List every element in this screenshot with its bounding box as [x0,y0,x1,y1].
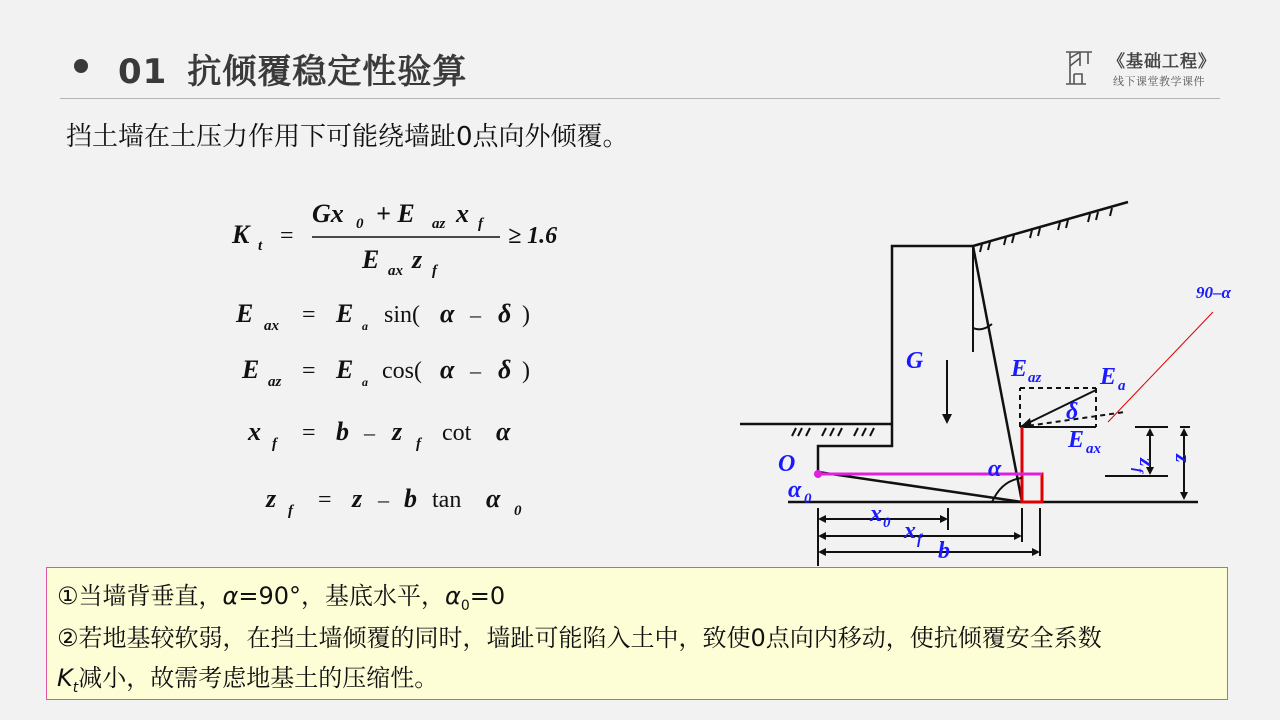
svg-text:): ) [522,302,530,328]
svg-text:b: b [336,417,349,446]
svg-text:a: a [362,375,368,389]
svg-text:z: z [352,484,363,513]
svg-text:–: – [470,358,481,383]
kt-rhs: ≥ 1.6 [508,223,558,249]
svg-text:δ: δ [498,299,512,328]
note3-t: t [72,679,79,696]
label-alpha0: α [788,477,802,503]
svg-text:α: α [440,299,455,328]
note-box [46,567,1228,700]
svg-text:E: E [236,299,254,328]
xf-func: cot [442,420,472,446]
svg-text:=: = [302,420,316,446]
svg-text:az: az [268,374,282,390]
svg-text:E: E [242,355,260,384]
label-delta: δ [1066,399,1079,425]
page-title [118,44,467,93]
svg-text:f: f [288,503,293,519]
svg-text:=: = [302,302,316,328]
kt-num-sub3: f [478,216,483,232]
note1-alpha: α [222,582,239,610]
label-o: O [778,451,796,477]
label-zf: z [1135,458,1160,467]
intro-text: 挡土墙在土压力作用下可能绕墙趾0点向外倾覆。 [66,122,629,152]
formula-block [200,180,620,540]
svg-text:–: – [364,420,375,445]
zf-func: tan [432,487,462,513]
svg-text:): ) [522,358,530,384]
formula-xf [247,417,511,452]
label-zf-sub: f [1130,468,1145,473]
label-eax: E [1068,427,1085,453]
retaining-wall-diagram [730,190,1260,570]
kt-den-sub2: f [432,263,437,279]
backfill-slope [973,202,1128,246]
label-90-alpha: 90–α [1196,283,1231,302]
svg-text:=: = [318,487,332,513]
kt-numerator-e: + E [376,199,415,228]
kt-num-sub2: az [432,216,446,232]
section-number: 01 [118,52,168,92]
label-eaz-sub: az [1028,370,1042,386]
svg-text:α: α [496,417,511,446]
svg-text:E: E [336,355,354,384]
note1-part-b: =90°，基底水平， [238,582,445,610]
wall-toe [818,424,892,472]
label-alpha: α [988,456,1002,482]
label-eaz: E [1011,356,1028,382]
label-x0-sub: 0 [883,515,891,531]
svg-text:f: f [416,436,421,452]
eax-func: sin( [384,302,420,328]
note1-part-c: =0 [469,582,506,610]
kt-denominator-z: z [412,245,423,274]
note3-rest: 减小，故需考虑地基土的压缩性。 [78,664,439,692]
svg-text:–: – [470,302,481,327]
svg-text:b: b [404,484,417,513]
title-bullet-icon [74,59,88,73]
label-alpha0-sub: 0 [804,491,812,507]
note-line-1 [57,576,505,614]
formula-zf [265,484,522,519]
title-divider [60,98,1220,99]
formula-eax [235,299,530,334]
kt-subscript: t [258,238,263,254]
svg-text:f: f [272,436,277,452]
note-line-2: ②若地基较软弱，在挡土墙倾覆的同时，墙趾可能陷入土中，致使0点向内移动，使抗倾覆安全系数 [57,624,1102,652]
kt-num-sub: 0 [356,216,364,232]
note-line-3 [57,658,438,696]
note3-k: K [57,664,73,692]
svg-text:x: x [248,417,261,446]
svg-text:=: = [280,223,294,249]
svg-text:z: z [392,417,403,446]
label-ea-sub: a [1118,378,1126,394]
soil-hatch [792,208,1112,436]
kt-numerator-g: Gx [312,199,344,228]
label-z: z [1171,454,1196,463]
svg-text:0: 0 [514,503,522,519]
note1-alpha0: α [445,582,461,610]
wall-front [892,246,973,424]
note1-sub0: 0 [460,597,470,614]
formula-kt [231,199,557,279]
kt-symbol: K [232,220,250,249]
svg-text:–: – [378,487,389,512]
svg-text:E: E [336,299,354,328]
note1-part-a: ①当墙背垂直， [57,582,223,610]
label-xf: x [904,518,916,544]
svg-text:ax: ax [264,318,279,334]
kt-den-sub: ax [388,263,403,279]
label-b: b [938,538,950,564]
eaz-func: cos( [382,358,422,384]
label-eax-sub: ax [1086,441,1101,457]
label-ea: E [1100,364,1117,390]
svg-text:a: a [362,319,368,333]
svg-text:α: α [486,484,501,513]
kt-numerator-x: x [456,199,469,228]
label-g: G [906,348,924,374]
svg-text:z: z [266,484,277,513]
section-title: 抗倾覆稳定性验算 [187,52,468,92]
kt-denominator-e: E [362,245,380,274]
logo-subtitle: 线下课堂教学课件 [1113,75,1205,88]
label-xf-sub: f [917,532,922,548]
svg-text:=: = [302,358,316,384]
label-x0: x [870,501,882,527]
formula-eaz [241,355,530,390]
svg-text:α: α [440,355,455,384]
logo-title: 《基础工程》 [1108,52,1216,72]
svg-text:δ: δ [498,355,512,384]
